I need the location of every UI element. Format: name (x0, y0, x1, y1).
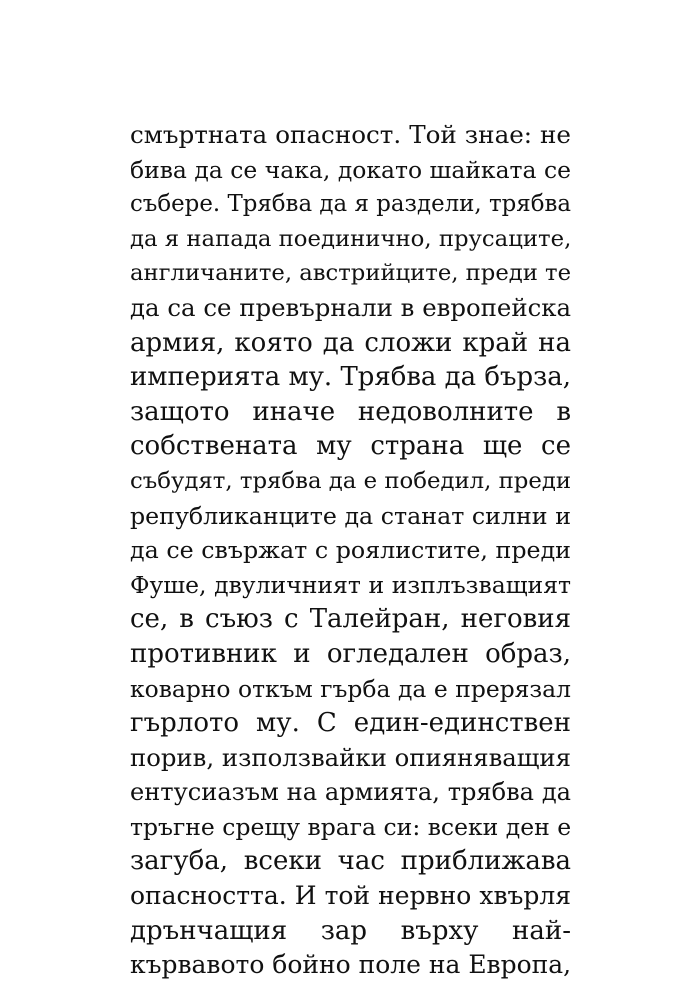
text-line-19: порив, използвайки опияняващия (130, 742, 571, 772)
text-line-13: да се свържат с роялистите, преди (130, 536, 571, 565)
text-line-5: англичаните, австрийците, преди те (130, 260, 572, 287)
text-line-8: империята му. Трябва да бърза, (130, 362, 571, 393)
text-line-2: бива да се чака, докато шайката се (130, 155, 571, 184)
text-line-22: загуба, всеки час приближава (130, 846, 571, 877)
text-line-23: опасността. И той нервно хвърля (130, 881, 571, 911)
text-line-9: защото иначе недоволните в (130, 396, 571, 427)
text-line-12: републиканците да станат силни и (130, 501, 571, 530)
text-line-16: противник и огледален образ, (130, 638, 571, 669)
text-line-14: Фуше, двуличният и изплъзващият (130, 570, 571, 599)
text-line-11: събудят, трябва да е победил, преди (130, 467, 572, 494)
text-line-24: дрънчащия зар върху най- (130, 915, 571, 946)
text-line-6: да са се превърнали в европейска (130, 292, 571, 322)
text-line-3: събере. Трябва да я раздели, трябва (130, 191, 571, 218)
text-line-4: да я напада поединично, прусаците, (130, 225, 572, 252)
text-line-20: ентусиазъм на армията, трябва да (130, 778, 571, 807)
text-line-1: смъртната опасност. Той знае: не (130, 120, 571, 149)
text-line-21: тръгне срещу врага си: всеки ден е (130, 812, 572, 841)
text-line-10: собствената му страна ще се (130, 431, 571, 462)
text-line-17: коварно откъм гърба да е прерязал (130, 674, 571, 703)
text-line-15: се, в съюз с Талейран, неговия (130, 604, 571, 635)
text-line-18: гърлото му. С един-единствен (130, 708, 571, 739)
body-text (130, 118, 571, 983)
text-line-7: армия, която да сложи край на (130, 327, 571, 358)
text-line-25: кървавото бойно поле на Европа, (130, 950, 572, 980)
